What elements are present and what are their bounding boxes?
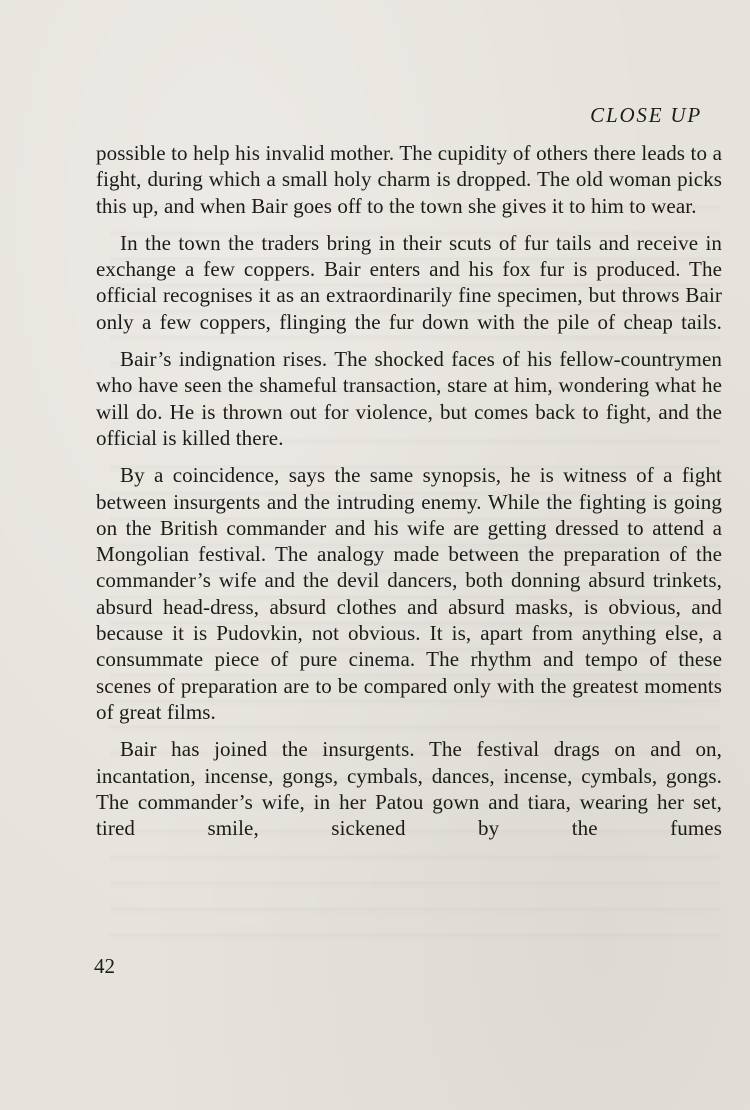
paragraph-1: possible to help his invalid mother. The cupidity of others there leads to a fight, during which a small holy charm is dropped. The old woman picks this up, and when Bair goes off to the town she gives it to him to wear. — [96, 141, 722, 218]
paragraph-5: Bair has joined the insurgents. The festival drags on and on, incantation, incense, gongs, cymbals, dances, incense, cymbals, gongs. The commander’s wife, in her Patou gown and tiara, wearing her set, tired smile, sickened by the fumes — [96, 737, 722, 841]
running-head: CLOSE UP — [590, 103, 702, 127]
paragraph-3: Bair’s indignation rises. The shocked faces of his fellow-countrymen who have seen the shameful transaction, stare at him, wondering what he will do. He is thrown out for violence, but comes back to fight, and the official is killed there. — [96, 347, 722, 450]
paragraph-2: In the town the traders bring in their scuts of fur tails and receive in exchange a few coppers. Bair enters and his fox fur is produced. The official recognises it as an extraordinarily fine specimen, but throws Bair only a few coppers, flinging the fur down with the pile of cheap tails. — [96, 230, 722, 334]
page-number: 42 — [94, 954, 115, 978]
paragraph-4: By a coincidence, says the same synopsis, he is witness of a fight between insurgents and the intruding enemy. While the fighting is going on the British commander and his wife are getting dressed to attend a Mongolian festival. The analogy made between the preparation of the commander’s wife and the devil dancers, both donning absurd trinkets, absurd head-dress, absurd clothes and absurd masks, is obvious, and because it is Pudovkin, not obvious. It is, apart from anything else, a consummate piece of pure cinema. The rhythm and tempo of these scenes of preparation are to be compared only with the greatest moments of great films. — [96, 463, 722, 724]
body-text — [96, 140, 722, 852]
